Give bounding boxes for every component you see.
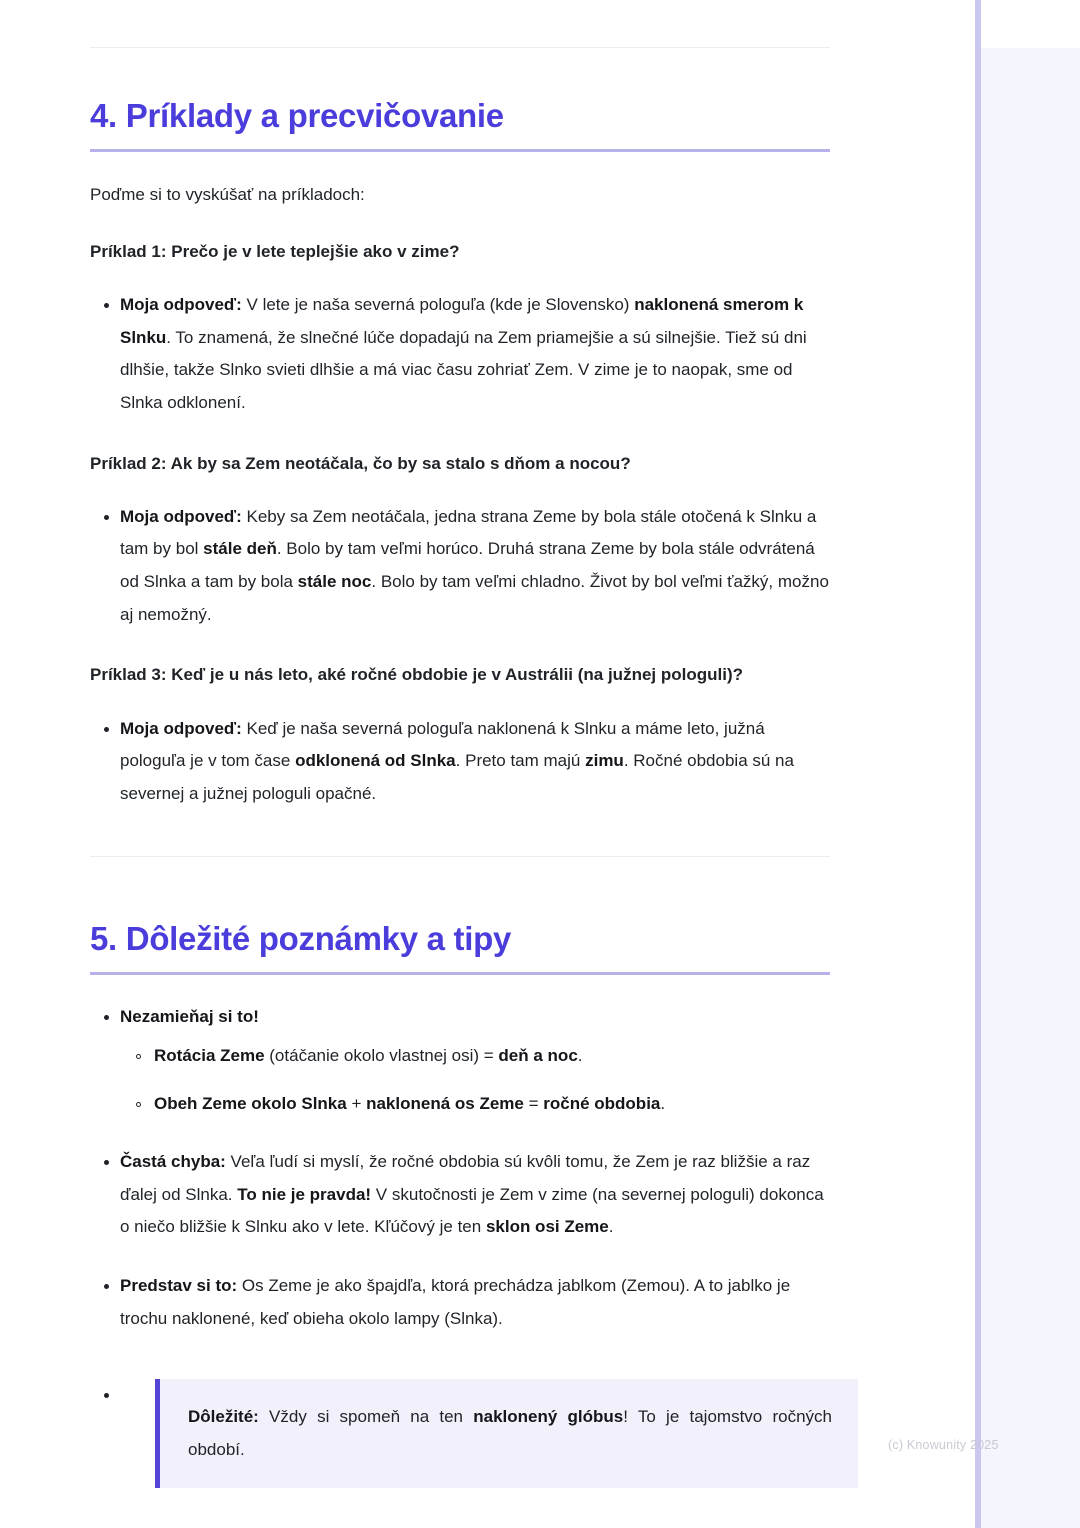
example-3-answer-list [90,713,830,811]
note-subitem-2-text-1: + [346,1093,367,1113]
note-item-2-text-5: . [608,1217,614,1237]
important-callout-emphasis-0: Dôležité: [188,1407,259,1427]
example-2-answer-text-2: . Bolo by tam veľmi horúco. Druhá strana Zeme by bola stále odvrátená od Slnka a tam by bola [120,539,815,592]
example-1-answer [90,289,830,420]
note-subitem-1-emphasis-2: deň a noc [498,1045,578,1065]
note-sublist [120,1040,830,1121]
example-2-question: Príklad 2: Ak by sa Zem neotáčala, čo by sa stalo s dňom a nocou? [90,453,631,473]
note-item-3 [90,1270,830,1335]
note-subitem-2-text-3: = [523,1093,544,1113]
note-subitem-2 [120,1088,830,1120]
example-1-answer-label: Moja odpoveď: [120,295,242,315]
section-5-title: 5. Dôležité poznámky a tipy [90,920,512,958]
example-3-answer-emphasis-1: odklonená od Slnka [295,751,456,771]
example-1-question: Príklad 1: Prečo je v lete teplejšie ako v zime? [90,241,460,261]
note-item-1 [90,1001,830,1120]
important-callout-text-1: Vždy si spomeň na ten [258,1407,474,1427]
note-item-2-emphasis-0: Častá chyba: [120,1152,226,1172]
note-item-1-label: Nezamieňaj si to! [120,1006,259,1026]
example-1-answer-list [90,289,830,420]
example-3-answer-text-4: . Ročné obdobia sú na severnej a južnej pologuli opačné. [120,751,794,803]
example-2-answer [90,501,830,632]
note-subitem-1-text-3: . [577,1045,583,1065]
note-subitem-2-emphasis-4: ročné obdobia [543,1093,661,1113]
example-2-answer-text-0: Keby sa Zem neotáčala, jedna strana Zeme by bola stále otočená k Slnku a tam by bol [120,506,817,559]
note-subitem-2-emphasis-0: Obeh Zeme okolo Slnka [154,1093,347,1113]
example-1-answer-text-2: . To znamená, že slnečné lúče dopadajú na Zem priamejšie a sú silnejšie. Tiež sú dni dlhšie, takže Slnko svieti dlhšie a má viac času zohriať Zem. V zime je to naopak, sme od Slnka odklonení. [120,327,807,412]
note-item-2-text-3: V skutočnosti je Zem v zime (na severnej pologuli) dokonca o niečo bližšie k Slnku ako v lete. Kľúčový je ten [120,1184,824,1237]
note-subitem-1 [120,1040,830,1072]
example-2-answer-list [90,501,830,632]
section-4 [90,0,830,810]
example-3-answer [90,713,830,811]
note-subitem-2-text-5: . [660,1093,666,1113]
example-1-answer-emphasis-1: naklonená smerom k Slnku [120,295,804,347]
important-callout [155,1379,858,1488]
note-item-2-text-1: Veľa ľudí si myslí, že ročné obdobia sú kvôli tomu, že Zem je raz bližšie a raz ďalej od Slnka. [120,1152,811,1204]
example-3-answer-emphasis-3: zimu [585,751,624,771]
example-2-answer-text-4: . Bolo by tam veľmi chladno. Život by bol veľmi ťažký, možno aj nemožný. [120,572,829,624]
example-3-answer-label: Moja odpoveď: [120,718,242,738]
section-4-title: 4. Príklady a precvičovanie [90,97,504,134]
note-item-2-emphasis-2: To nie je pravda! [237,1184,372,1204]
document-content [90,0,830,1488]
example-3-answer-text-2: . Preto tam majú [455,751,586,771]
section-5 [90,857,830,1488]
examples-list [90,208,830,810]
note-subitem-2-emphasis-2: naklonená os Zeme [366,1093,524,1113]
note-subitem-1-emphasis-0: Rotácia Zeme [154,1045,265,1065]
note-item-2 [90,1146,830,1244]
example-3-answer-text-0: Keď je naša severná pologuľa naklonená k Slnku a máme leto, južná pologuľa je v tom čase [120,718,765,771]
example-3-question: Príklad 3: Keď je u nás leto, aké ročné obdobie je v Austrálii (na južnej pologuli)? [90,665,743,685]
note-item-3-emphasis-0: Predstav si to: [120,1276,238,1296]
notes-list [90,1001,830,1488]
example-2-answer-emphasis-3: stále noc [297,572,372,592]
example-2-answer-label: Moja odpoveď: [120,506,242,526]
example-1-answer-text-0: V lete je naša severná pologuľa (kde je Slovensko) [241,295,635,315]
watermark: (c) Knowunity 2025 [888,1438,999,1452]
note-item-3-text-1: Os Zeme je ako špajdľa, ktorá prechádza jablkom (Zemou). A to jablko je trochu naklonené, keď obieha okolo lampy (Slnka). [120,1276,791,1328]
important-callout-text-3: ! To je tajomstvo ročných období. [188,1407,832,1459]
note-subitem-1-text-1: (otáčanie okolo vlastnej osi) = [264,1045,499,1065]
right-rail-panel [981,48,1080,1528]
example-2-answer-emphasis-1: stále deň [203,539,277,559]
note-callout-item [90,1379,830,1488]
note-item-2-emphasis-4: sklon osi Zeme [485,1217,609,1237]
important-callout-emphasis-2: naklonený glóbus [473,1407,624,1427]
important-callout-text [188,1401,832,1466]
section-4-lead: Poďme si to vyskúšať na príkladoch: [90,184,365,204]
